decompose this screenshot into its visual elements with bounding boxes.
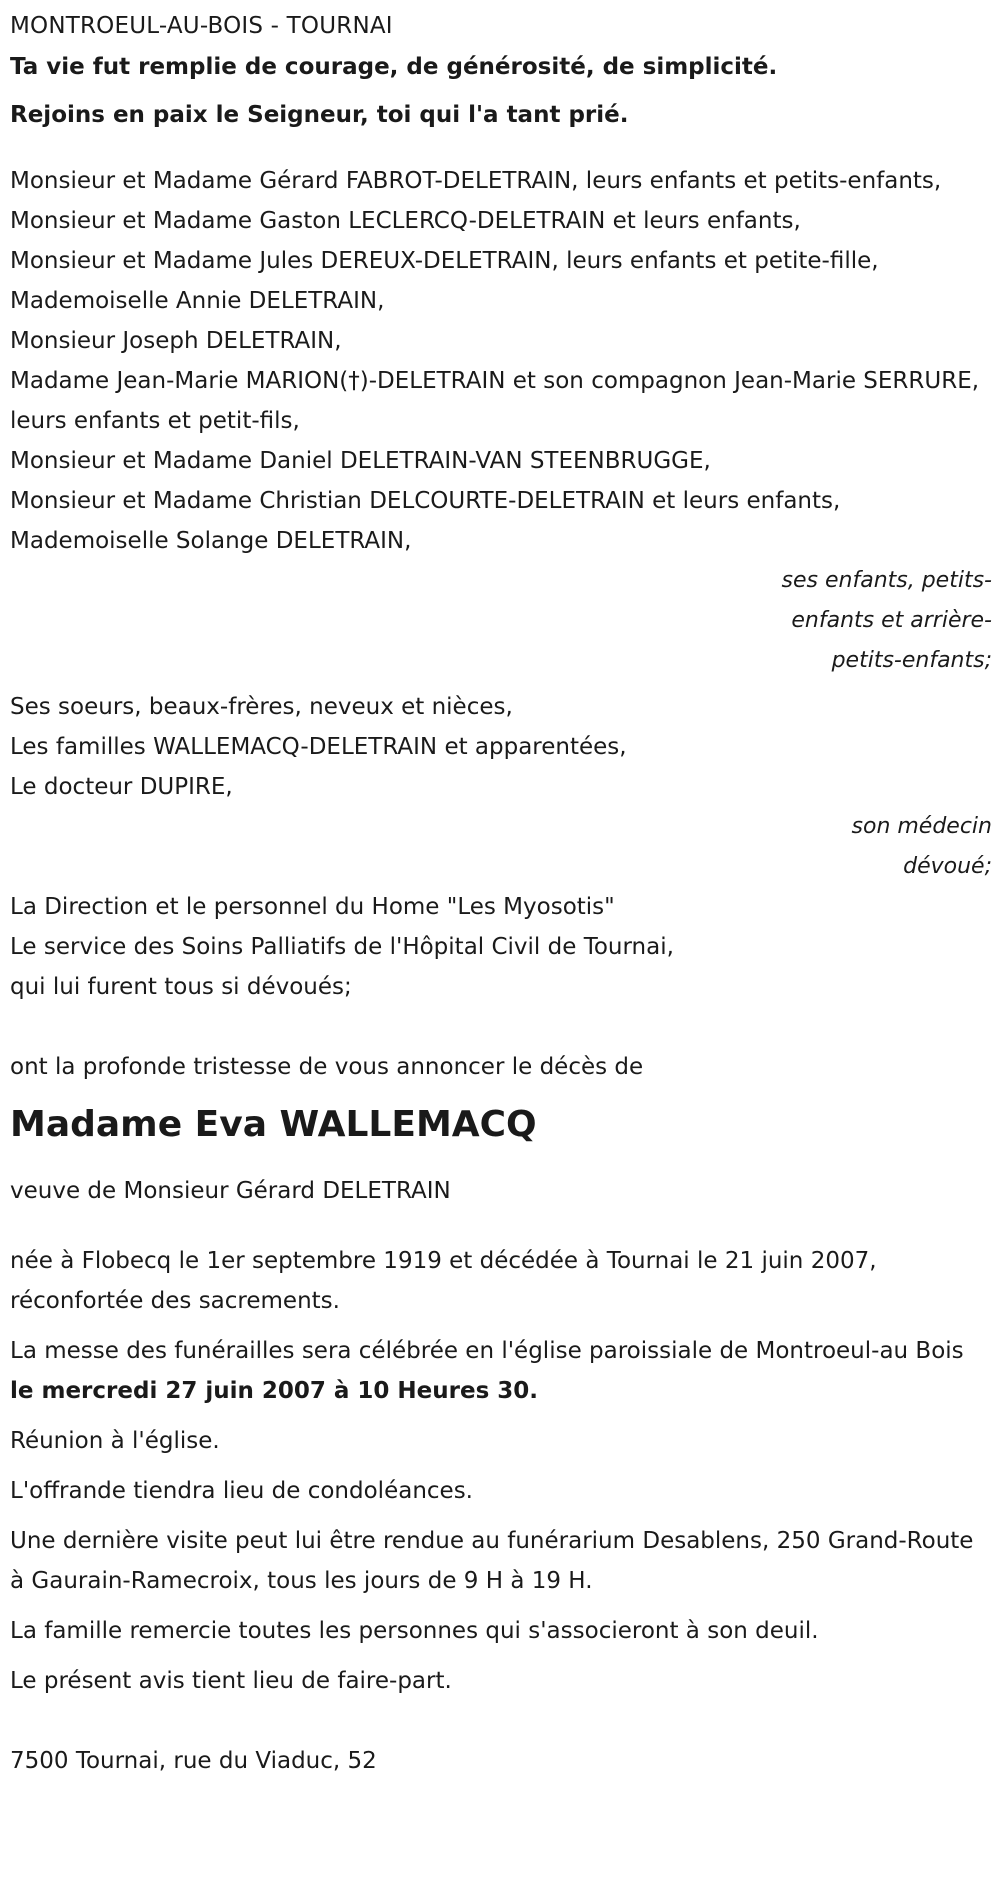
spacer (10, 139, 992, 161)
list-item: Mademoiselle Annie DELETRAIN, (10, 288, 385, 314)
list-item: Ses soeurs, beaux-frères, neveux et nièces, (10, 694, 513, 720)
list-item: Monsieur et Madame Gaston LECLERCQ-DELETRAIN et leurs enfants, (10, 208, 801, 234)
spacer (10, 1155, 992, 1171)
widow-of: veuve de Monsieur Gérard DELETRAIN (10, 1178, 451, 1204)
address: 7500 Tournai, rue du Viaduc, 52 (10, 1748, 377, 1774)
spacer (10, 1007, 992, 1047)
deceased-name: Madame Eva WALLEMACQ (10, 1104, 537, 1145)
list-item: Monsieur Joseph DELETRAIN, (10, 328, 342, 354)
location-header: MONTROEUL-AU-BOIS - TOURNAI (10, 13, 393, 39)
tagline-courage: Ta vie fut remplie de courage, de générosité, de simplicité. (10, 54, 778, 80)
list-item: Les familles WALLEMACQ-DELETRAIN et apparentées, (10, 734, 627, 760)
mass-location: La messe des funérailles sera célébrée en l'église paroissiale de Montroeul-au Bois (10, 1338, 964, 1364)
list-item: Monsieur et Madame Christian DELCOURTE-DELETRAIN et leurs enfants, (10, 488, 841, 514)
family-list-children (10, 161, 992, 561)
meeting-info: Réunion à l'église. (10, 1428, 220, 1454)
list-item: Monsieur et Madame Daniel DELETRAIN-VAN STEENBRUGGE, (10, 448, 711, 474)
announcement-intro: ont la profonde tristesse de vous annoncer le décès de (10, 1054, 644, 1080)
thanks-info: La famille remercie toutes les personnes qui s'associeront à son deuil. (10, 1618, 819, 1644)
list-item: Madame Jean-Marie MARION(†)-DELETRAIN et son compagnon Jean-Marie SERRURE, leurs enfants et petit-fils, (10, 368, 980, 434)
birth-death-info: née à Flobecq le 1er septembre 1919 et décédée à Tournai le 21 juin 2007, réconfortée des sacrements. (10, 1248, 877, 1314)
obituary-notice (10, 0, 992, 1781)
visit-info: Une dernière visite peut lui être rendue au funérarium Desablens, 250 Grand-Route à Gaurain-Ramecroix, tous les jours de 9 H à 19 H. (10, 1528, 974, 1594)
institutions-list (10, 887, 992, 1007)
list-item: Le docteur DUPIRE, (10, 774, 233, 800)
list-item: La Direction et le personnel du Home "Les Myosotis" (10, 894, 615, 920)
funeral-mass-info (10, 1331, 992, 1411)
notice-info: Le présent avis tient lieu de faire-part. (10, 1668, 452, 1694)
list-item: Mademoiselle Solange DELETRAIN, (10, 528, 412, 554)
offering-info: L'offrande tiendra lieu de condoléances. (10, 1478, 473, 1504)
list-item: qui lui furent tous si dévoués; (10, 974, 352, 1000)
tagline-prayer: Rejoins en paix le Seigneur, toi qui l'a tant prié. (10, 102, 629, 128)
spacer (10, 1211, 992, 1241)
list-item: Monsieur et Madame Jules DEREUX-DELETRAIN, leurs enfants et petite-fille, (10, 248, 879, 274)
mass-date: le mercredi 27 juin 2007 à 10 Heures 30. (10, 1378, 539, 1404)
list-item: Le service des Soins Palliatifs de l'Hôpital Civil de Tournai, (10, 934, 674, 960)
family-list-relatives (10, 687, 992, 807)
relation-doctor: son médecin dévoué; (851, 814, 992, 879)
list-item: Monsieur et Madame Gérard FABROT-DELETRAIN, leurs enfants et petits-enfants, (10, 168, 942, 194)
spacer (10, 1711, 992, 1741)
relation-children: ses enfants, petits-enfants et arrière-petits-enfants; (781, 568, 992, 673)
